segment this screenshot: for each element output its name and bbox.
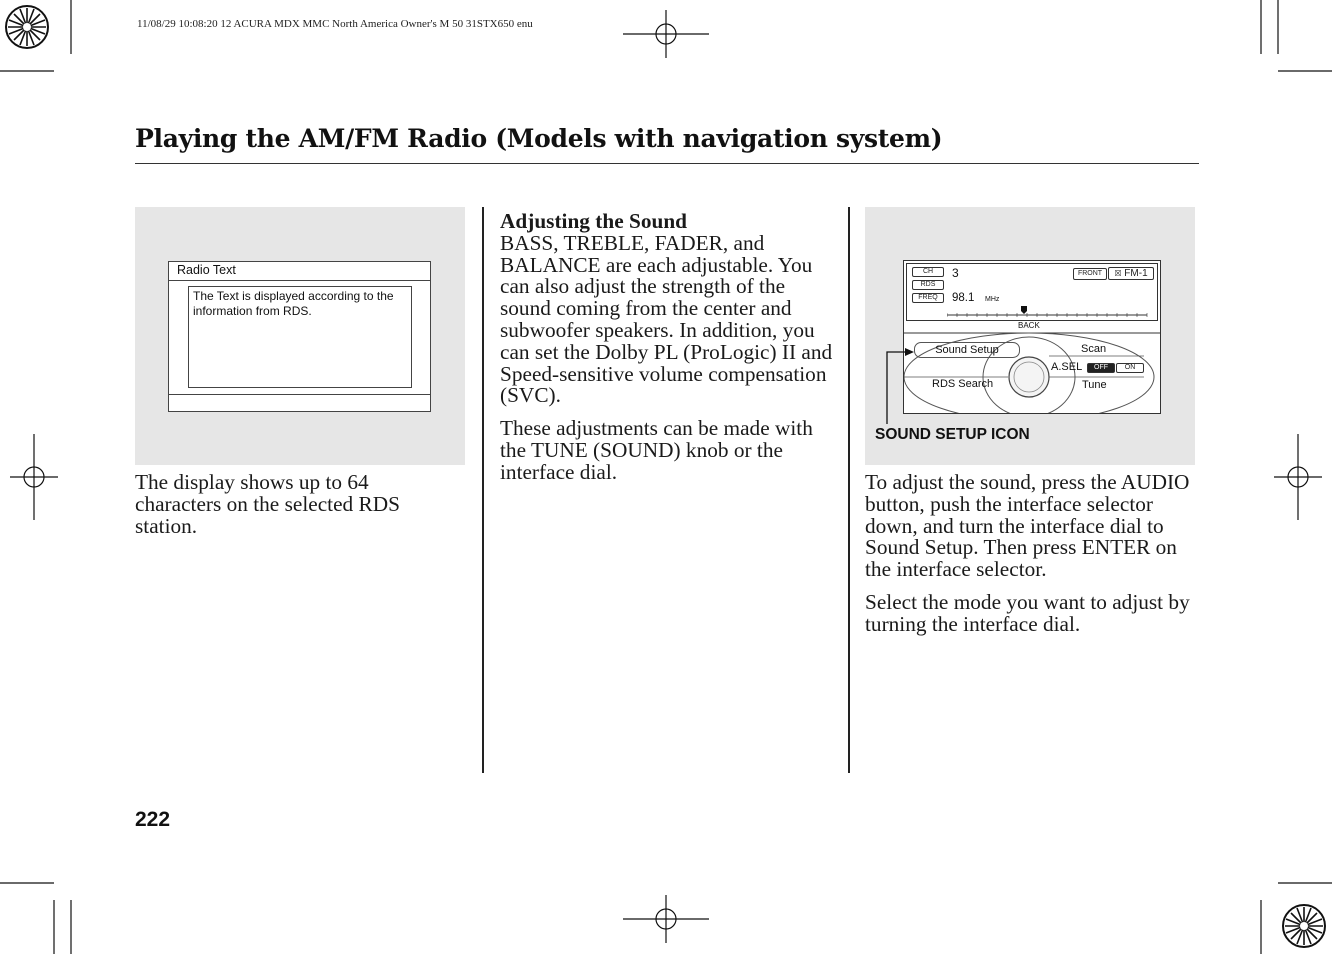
page-number: 222 — [135, 808, 171, 831]
column-divider — [848, 207, 850, 773]
starburst-mark-bottom-right — [1283, 905, 1325, 947]
page-title: Playing the AM/FM Radio (Models with navigation system) — [135, 124, 943, 153]
tune-item[interactable]: Tune — [1082, 379, 1107, 391]
sound-setup-item[interactable]: Sound Setup — [914, 342, 1020, 358]
a-sel-on[interactable]: ON — [1116, 363, 1144, 373]
channel-number: 3 — [952, 266, 959, 280]
paragraph: These adjustments can be made with the TUNE (SOUND) knob or the interface dial. — [500, 416, 813, 484]
paragraph: To adjust the sound, press the AUDIO button, push the interface selector down, and turn the interface dial to Sound Setup. Then press ENTER on the interface selector. — [865, 470, 1190, 582]
ch-button[interactable]: CH — [912, 267, 944, 277]
divider — [169, 280, 430, 281]
rds-search-item[interactable]: RDS Search — [932, 378, 994, 390]
radio-text-display — [168, 261, 431, 412]
lock-icon: ☒ — [1114, 269, 1122, 278]
paragraph: Select the mode you want to adjust by turning the interface dial. — [865, 589, 1190, 636]
section-heading: Adjusting the Sound — [500, 209, 688, 233]
radio-text-header: Radio Text — [177, 263, 236, 277]
right-column-text — [865, 472, 1200, 647]
sound-setup-icon-callout: SOUND SETUP ICON — [875, 426, 1030, 443]
audio-info-panel — [906, 263, 1158, 321]
radio-text-message: The Text is displayed according to the information from RDS. — [193, 289, 394, 318]
tuning-scale — [947, 304, 1152, 318]
column-divider — [482, 207, 484, 773]
paragraph: BASS, TREBLE, FADER, and BALANCE are each adjustable. You can also adjust the strength of the sound coming from the center and subwoofer speakers. In addition, you can set the Dolby PL (ProLogic) II and Speed-sensitive volume compensation (SVC). — [500, 230, 833, 408]
radio-text-message-box — [188, 286, 412, 388]
caption-text: The display shows up to 64 characters on the selected RDS station. — [135, 470, 400, 538]
starburst-mark-top-left — [6, 6, 48, 48]
title-rule — [135, 163, 1199, 164]
frequency-unit: MHz — [985, 296, 1000, 303]
frequency: 98.1 — [952, 292, 975, 304]
back-label[interactable]: BACK — [1018, 321, 1040, 330]
a-sel-off[interactable]: OFF — [1087, 363, 1115, 373]
left-caption — [135, 472, 455, 548]
band-label: FM-1 — [1124, 268, 1148, 279]
a-sel-label: A.SEL — [1051, 361, 1083, 373]
audio-display — [903, 260, 1161, 414]
front-indicator: FRONT — [1073, 268, 1107, 280]
scan-item[interactable]: Scan — [1081, 343, 1107, 355]
middle-column — [500, 211, 835, 495]
tuning-pointer — [1021, 306, 1027, 314]
band-indicator — [1108, 267, 1154, 280]
freq-button[interactable]: FREQ — [912, 293, 944, 303]
rds-button[interactable]: RDS — [912, 280, 944, 290]
divider — [169, 394, 430, 395]
print-info: 11/08/29 10:08:20 12 ACURA MDX MMC North America Owner's M 50 31STX650 enu — [137, 18, 533, 30]
callout-leader — [880, 340, 920, 426]
